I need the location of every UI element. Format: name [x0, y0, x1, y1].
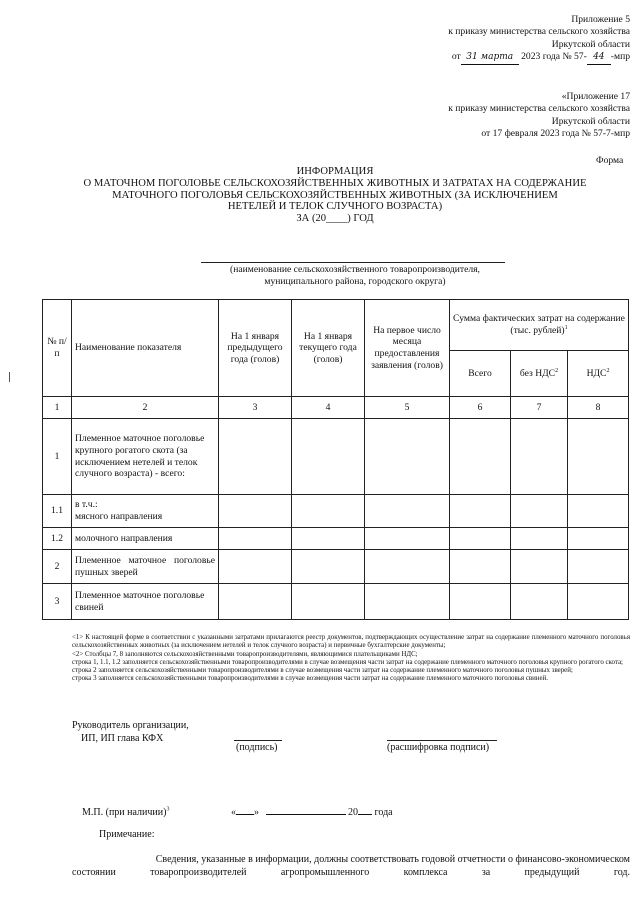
row-number: 1.1 [43, 495, 72, 528]
note-text-line-2: состоянии товаропроизводителей агропромышленного комплекса за предыдущий год. [72, 867, 630, 878]
cell-input[interactable] [292, 495, 365, 528]
appendix-5-block [300, 14, 630, 65]
title-line-3: МАТОЧНОГО ПОГОЛОВЬЯ СЕЛЬСКОХОЗЯЙСТВЕННЫХ ЖИВОТНЫХ (ЗА ИСКЛЮЧЕНИЕМ [112, 189, 558, 201]
cell-input[interactable] [511, 584, 568, 620]
table-row [43, 495, 629, 528]
row-number: 3 [43, 584, 72, 620]
year-field[interactable] [358, 814, 372, 815]
margin-mark [9, 372, 10, 382]
month-field[interactable] [266, 814, 346, 815]
producer-caption [140, 264, 570, 288]
producer-name-line[interactable] [201, 262, 505, 263]
title-line-4: НЕТЕЛЕЙ И ТЕЛОК СЛУЧНОГО ВОЗРАСТА) [227, 201, 443, 213]
head-line-2: ИП, ИП глава КФХ [81, 733, 164, 744]
row-number: 2 [43, 550, 72, 584]
note-text [72, 853, 630, 879]
appendix-5-region: Иркутской области [551, 38, 630, 50]
cell-input[interactable] [568, 495, 629, 528]
col-number: 2 [72, 397, 219, 419]
col-number: 6 [450, 397, 511, 419]
footnote-row-2: строка 2 заполняется сельскохозяйственными товаропроизводителями в случае возмещения части затрат на содержание племенного маточного поголовья пушных зверей; [72, 667, 573, 675]
head-line-1: Руководитель организации, [72, 720, 189, 731]
date-prefix: от [451, 51, 461, 63]
row-number: 1.2 [43, 528, 72, 550]
appendix-17-date: от 17 февраля 2023 года № 57-7-мпр [481, 128, 630, 140]
cell-input[interactable] [365, 419, 450, 495]
header-no-vat-text: без НДС [519, 367, 556, 379]
note-label: Примечание: [99, 829, 155, 840]
date-close-quote: » [254, 807, 259, 818]
head-of-organization [72, 719, 189, 745]
cell-input[interactable] [450, 584, 511, 620]
cell-input[interactable] [219, 584, 292, 620]
row-name: Племенное маточное поголовье крупного рогатого скота (за исключением нетелей и телок случного возраста) - всего: [72, 419, 219, 495]
col-number: 3 [219, 397, 292, 419]
stamp-text: М.П. (при наличии) [82, 807, 167, 818]
day-field[interactable] [236, 814, 254, 815]
header-prev-year: На 1 января предыдущего года (голов) [219, 300, 292, 397]
producer-caption-line-1: (наименование сельскохозяйственного товаропроизводителя, [230, 264, 480, 275]
table-row [43, 419, 629, 495]
row-name-prefix: в т.ч.: [75, 499, 98, 511]
appendix-17-order: к приказу министерства сельского хозяйства [448, 103, 630, 115]
cell-input[interactable] [219, 550, 292, 584]
header-name: Наименование показателя [72, 300, 219, 397]
footnotes [72, 634, 630, 684]
footnote-row-3: строка 3 заполняется сельскохозяйственными товаропроизводителями в случае возмещения части затрат на содержание племенного маточного поголовья свиней. [72, 675, 548, 683]
row-number: 1 [43, 419, 72, 495]
table-row [43, 584, 629, 620]
row-name: молочного направления [72, 528, 219, 550]
appendix-5-date [300, 51, 630, 64]
livestock-costs-table [42, 299, 629, 620]
row-name-text: мясного направления [75, 511, 163, 522]
cell-input[interactable] [568, 550, 629, 584]
cell-input[interactable] [450, 495, 511, 528]
cell-input[interactable] [365, 584, 450, 620]
title-line-1: ИНФОРМАЦИЯ [296, 166, 374, 177]
form-label: Форма [596, 155, 624, 166]
cell-input[interactable] [292, 419, 365, 495]
cell-input[interactable] [450, 550, 511, 584]
handwritten-number: 44 [587, 51, 611, 64]
signing-date [231, 806, 393, 819]
date-middle: 2023 года № 57- [521, 51, 587, 63]
cell-input[interactable] [511, 550, 568, 584]
header-costs [450, 300, 629, 351]
cell-input[interactable] [450, 528, 511, 550]
cell-input[interactable] [365, 528, 450, 550]
appendix-5-order: к приказу министерства сельского хозяйства [448, 26, 630, 38]
cell-input[interactable] [219, 528, 292, 550]
cell-input[interactable] [568, 584, 629, 620]
year-suffix: года [374, 807, 393, 818]
row-name: Племенное маточное поголовье свиней [72, 584, 219, 620]
document-title [40, 166, 630, 225]
header-num: № п/п [43, 300, 72, 397]
table-row [43, 550, 629, 584]
appendix-17-title: «Приложение 17 [561, 91, 630, 102]
cell-input[interactable] [511, 419, 568, 495]
footnote-ref-2: 2 [555, 367, 559, 374]
cell-input[interactable] [292, 550, 365, 584]
cell-input[interactable] [568, 528, 629, 550]
header-first-month: На первое число месяца предоставления заявления (голов) [365, 300, 450, 397]
appendix-5-title: Приложение 5 [571, 14, 630, 25]
producer-caption-line-2: муниципального района, городского округа) [264, 276, 446, 288]
header-vat [568, 351, 629, 397]
footnote-1: <1> К настоящей форме в соответствии с указанными затратами прилагаются реестр документов, подтверждающих осуществление затрат на содержание племенного маточного поголовья сельскохозяйственных животных (за исключением нетелей и телок случного возраста) и первичные бухгалтерские документы; [72, 634, 630, 650]
col-number: 1 [43, 397, 72, 419]
header-vat-text: НДС [586, 367, 607, 379]
table-row [43, 528, 629, 550]
footnote-ref-2b: 2 [606, 367, 610, 374]
col-number: 8 [568, 397, 629, 419]
cell-input[interactable] [219, 495, 292, 528]
header-cur-year: На 1 января текущего года (голов) [292, 300, 365, 397]
footnote-ref-3: 3 [166, 806, 170, 813]
title-line-2: О МАТОЧНОМ ПОГОЛОВЬЕ СЕЛЬСКОХОЗЯЙСТВЕННЫХ ЖИВОТНЫХ И ЗАТРАТАХ НА СОДЕРЖАНИЕ [83, 177, 587, 189]
col-number: 7 [511, 397, 568, 419]
row-name [72, 495, 219, 528]
footnote-ref-1: 1 [564, 324, 568, 331]
header-no-vat [511, 351, 568, 397]
cell-input[interactable] [511, 495, 568, 528]
signature-decode-caption: (расшифровка подписи) [387, 742, 490, 753]
cell-input[interactable] [450, 419, 511, 495]
header-total: Всего [450, 351, 511, 397]
cell-input[interactable] [292, 528, 365, 550]
cell-input[interactable] [511, 528, 568, 550]
column-numbers-row [43, 397, 629, 419]
appendix-17-block [300, 91, 630, 141]
col-number: 4 [292, 397, 365, 419]
date-suffix: -мпр [610, 51, 630, 63]
header-costs-text: Сумма фактических затрат на содержание (тыс. рублей) [453, 313, 625, 336]
cell-input[interactable] [292, 584, 365, 620]
cell-input[interactable] [365, 495, 450, 528]
col-number: 5 [365, 397, 450, 419]
note-text-line-1: Сведения, указанные в информации, должны соответствовать годовой отчетности о финансово-экономическом [155, 854, 630, 865]
title-line-5: ЗА (20____) ГОД [296, 213, 374, 225]
stamp-place [82, 806, 169, 819]
handwritten-date: 31 марта [461, 51, 519, 64]
signature-caption: (подпись) [236, 742, 278, 753]
cell-input[interactable] [568, 419, 629, 495]
date-open-quote: « [231, 807, 236, 818]
footnote-2: <2> Столбцы 7, 8 заполняются сельскохозяйственными товаропроизводителями, являющимися плательщиками НДС; [72, 650, 418, 658]
year-prefix: 20 [348, 807, 358, 818]
cell-input[interactable] [219, 419, 292, 495]
row-name: Племенное маточное поголовье пушных зверей [72, 550, 219, 584]
appendix-17-region: Иркутской области [551, 115, 630, 127]
footnote-row-1: строка 1, 1.1, 1.2 заполняется сельскохозяйственными товаропроизводителями в случае возмещения части затрат на содержание племенного маточного поголовья крупного рогатого скота; [72, 658, 623, 666]
cell-input[interactable] [365, 550, 450, 584]
